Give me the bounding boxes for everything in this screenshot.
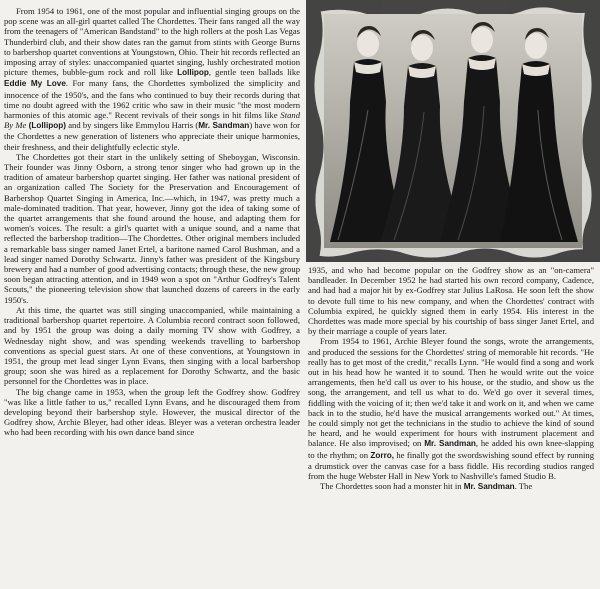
paragraph-origins: The Chordettes got their start in the unlikely setting of Sheboygan, Wisconsin. Their founder was Jinny Osborn, a strong tenor singer who had grown up in the tradition of amateur barbershop quartet singing. Her father was national president of an organization called The Society for the Preservation and Encouragement of Barbershop Quartet Singing in America, Inc.—which, in 1947, was pretty much a male-dominated tradition. That year, however, Jinny got the idea of taking some of the quartet arrangements that she found around the house, and adapting them for women's voices. The result: a girl's quartet with a unique sound, and a name that reflected the barbershop tradition—The Chordettes. Other original members included a remarkable bass singer named Janet Ertel, a baritone named Carol Bushman, and a lead singer named Dorothy Schwartz. Jinny's father was president of the Kingsbury brewery and had a number of good advertising contacts; through these, the new group soon began attracting attention, and in 1949 won a spot on "Arthur Godfrey's Talent Scouts," the pioneering television show that launched dozens of careers in the early 1950's. [4, 151, 300, 305]
left-text-column [4, 6, 300, 438]
paragraph-intro: From 1954 to 1961, one of the most popular and influential singing groups on the pop scene was an all-girl quartet called The Chordettes. Their fans ranged all the way from the teenagers of "American Bandstand" to the high rollers at the posh Las Vegas Thunderbird club, and their show dates ran the gamut from stints with George Burns to barbershop quartet conventions at Youngstown, Ohio. Their hit records reflected an imposing array of styles: unaccompanied quartet singing, lushly orchestrated motion picture themes, bubble-gum rock and roll like Lollipop, gentle teen ballads like Eddie My Love. For many fans, the Chordettes symbolized the simplicity and innocence of the 1950's, and the fans who continued to buy their records during that time no doubt agreed with the 1962 critic who saw in their music "the most modern harmonies of this atomic age." Recent revivals of their songs in hit films like Stand By Me (Lollipop) and by singers like Emmylou Harris (Mr. Sandman) have won for the Chordettes a new generation of listeners who appreciate their unique harmonies, their freshness, and their delightfully eclectic style. [4, 6, 300, 152]
paragraph-sandman: The Chordettes soon had a monster hit in Mr. Sandman. The [320, 481, 533, 492]
right-text-column [308, 265, 594, 492]
paragraph-columbia: At this time, the quartet was still singing unaccompanied, while maintaining a traditional barbershop quartet repertoire. A Columbia record contract soon followed, and by 1951 the group was doing a daily morning TV show with Godfrey, a Wednesday night show, and was spending weekends travelling to barbershop conventions as special guest stars. At one of these conventions, at Youngstown in 1951, the group met lead singer Lynn Evans, then singing with a local barbershop group; soon she was hired as a replacement for Dorothy Schwartz, and the basic personnel for the Chordettes was in place. [4, 304, 300, 387]
group-portrait-photo-icon [306, 0, 600, 262]
paragraph-bleyer: From 1954 to 1961, Archie Bleyer found the songs, wrote the arrangements, and produced the sessions for the Chordettes' string of memorable hit records. "He really has to get most of the credit," recalls Lynn. "He would find a song and work out in his head how he wanted it to sound. Then he would write out the voice arrangements, then he'd call us over to his house, or the studio, and show us the song, the arrangement, and tell us what to do. We'd go over it several times, fiddling with the voicing of it; then we'd take it and work on it, and when we came back in to the studio, he'd have the musical arrangements worked out." At times, he could simply not get the technicians in the studio to achieve the kind of sound he heard, and he would experiment for hours with instrument placement and balance. He also improvised; on Mr. Sandman, he added his own knee-slapping to the rhythm; on Zorro, he finally got the swordswishing sound effect by running a drumstick over the canvas case for a bass fiddle. His recording studios ranged from the huge Webster Hall in New York to Nashville's famed Studio B. [308, 336, 594, 482]
group-portrait-photo [306, 0, 600, 262]
paragraph-cadence: 1935, and who had become popular on the Godfrey show as an "on-camera" bandleader. In December 1952 he had started his own record company, Cadence, and had had a major hit by ex-Godfrey star Julius LaRosa. He soon left the show to devote full time to his new company, and when the Chordettes' contract with Columbia expired, he quickly signed them in early 1954. His interest in the Chordettes was made more special by his courtship of bass singer Janet Ertel, and by their marriage a couple of years later. [308, 265, 594, 337]
paragraph-godfrey: The big change came in 1953, when the group left the Godfrey show. Godfrey "was like a little father to us," recalled Lynn Evans, and he discouraged them from developing beyond their barbershop style. However, the musical director of the Godfrey show, Archie Bleyer, had other ideas. Bleyer was a veteran orchestra leader who had been recording with his own dance band since [4, 386, 300, 438]
